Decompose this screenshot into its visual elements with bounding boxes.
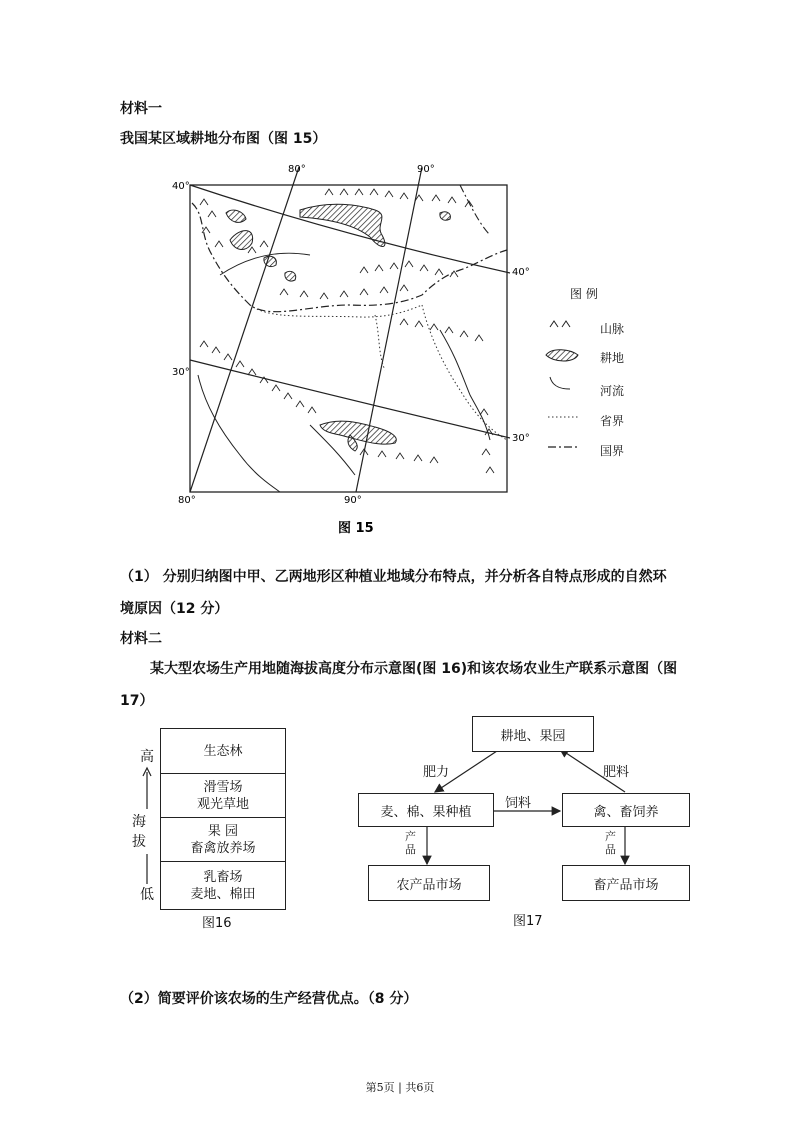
lon-bottom-80: 80° bbox=[178, 495, 196, 506]
tier-1-line1: 生态林 bbox=[203, 743, 243, 759]
legend-label-river: 河流 bbox=[600, 384, 625, 398]
cropland-patch bbox=[300, 204, 385, 246]
legend-label-province: 省界 bbox=[600, 414, 625, 428]
question1-line2: 境原因（12 分） bbox=[120, 601, 229, 617]
node-cropland-orchard: 耕地、果园 bbox=[472, 716, 594, 752]
tier-2-line2: 观光草地 bbox=[196, 797, 249, 812]
legend-river-icon bbox=[550, 377, 570, 389]
node-livestock: 禽、畜饲养 bbox=[562, 793, 690, 827]
node-agri-market: 农产品市场 bbox=[368, 865, 490, 901]
material2-heading: 材料二 bbox=[120, 631, 162, 647]
label-product-right: 产品 bbox=[605, 830, 616, 856]
lon-top-90: 90° bbox=[417, 164, 435, 175]
legend-label-mountain: 山脉 bbox=[600, 322, 625, 336]
latitude-40 bbox=[190, 185, 510, 273]
province-border bbox=[250, 305, 422, 317]
legend-mountain-icon bbox=[550, 321, 570, 327]
legend-label-border: 国界 bbox=[600, 444, 625, 458]
tier-4-line1: 乳畜场 bbox=[203, 870, 243, 885]
label-fertility: 肥力 bbox=[423, 765, 450, 780]
tier-3-line2: 畜禽放养场 bbox=[190, 841, 256, 856]
fig17-caption: 图17 bbox=[513, 914, 543, 929]
figure-17 bbox=[355, 714, 705, 934]
lon-top-80: 80° bbox=[288, 164, 306, 175]
map-legend bbox=[540, 285, 660, 465]
legend-title: 图 例 bbox=[570, 287, 598, 301]
tier-4 bbox=[161, 861, 285, 910]
tier-1 bbox=[161, 729, 285, 773]
map-caption: 我国某区域耕地分布图（图 15） bbox=[120, 131, 327, 147]
legend-cropland-icon bbox=[546, 350, 578, 361]
lat-left-40: 40° bbox=[172, 181, 190, 192]
question1-line1: （1） 分别归纳图中甲、乙两地形区种植业地域分布特点，并分析各自特点形成的自然环 bbox=[120, 569, 667, 585]
axis-high-label: 高 bbox=[140, 749, 154, 765]
lat-right-40: 40° bbox=[512, 267, 530, 278]
lat-left-30: 30° bbox=[172, 367, 190, 378]
page-footer: 第5页 | 共6页 bbox=[365, 1081, 435, 1094]
material1-heading: 材料一 bbox=[120, 101, 162, 117]
label-manure: 肥料 bbox=[603, 765, 630, 780]
axis-low-label: 低 bbox=[140, 887, 154, 903]
fig16-caption: 图16 bbox=[202, 916, 232, 931]
lat-right-30: 30° bbox=[512, 433, 530, 444]
material2-desc-line2: 17） bbox=[120, 693, 154, 709]
label-product-left: 产品 bbox=[405, 830, 416, 856]
axis-altitude-label: 海拔 bbox=[132, 814, 146, 850]
map-frame bbox=[190, 185, 507, 492]
question2-text: （2）简要评价该农场的生产经营优点。（8 分） bbox=[120, 991, 418, 1007]
legend-label-cropland: 耕地 bbox=[600, 351, 625, 365]
tier-2 bbox=[161, 773, 285, 818]
fig15-label: 图 15 bbox=[338, 521, 374, 536]
node-crop-planting: 麦、棉、果种植 bbox=[358, 793, 494, 827]
lon-bottom-90: 90° bbox=[344, 495, 362, 506]
tier-3 bbox=[161, 817, 285, 862]
node-livestock-market: 畜产品市场 bbox=[562, 865, 690, 901]
tier-3-line1: 果 园 bbox=[207, 824, 239, 839]
cropland-map bbox=[160, 155, 530, 540]
figure-16 bbox=[130, 724, 290, 934]
label-feed: 饲料 bbox=[505, 796, 532, 811]
tier-2-line1: 滑雪场 bbox=[203, 780, 243, 795]
tier-4-line2: 麦地、棉田 bbox=[190, 887, 256, 902]
altitude-tiers bbox=[160, 728, 286, 910]
material2-desc-line1: 某大型农场生产用地随海拔高度分布示意图(图 16)和该农场农业生产联系示意图（图 bbox=[150, 661, 678, 677]
